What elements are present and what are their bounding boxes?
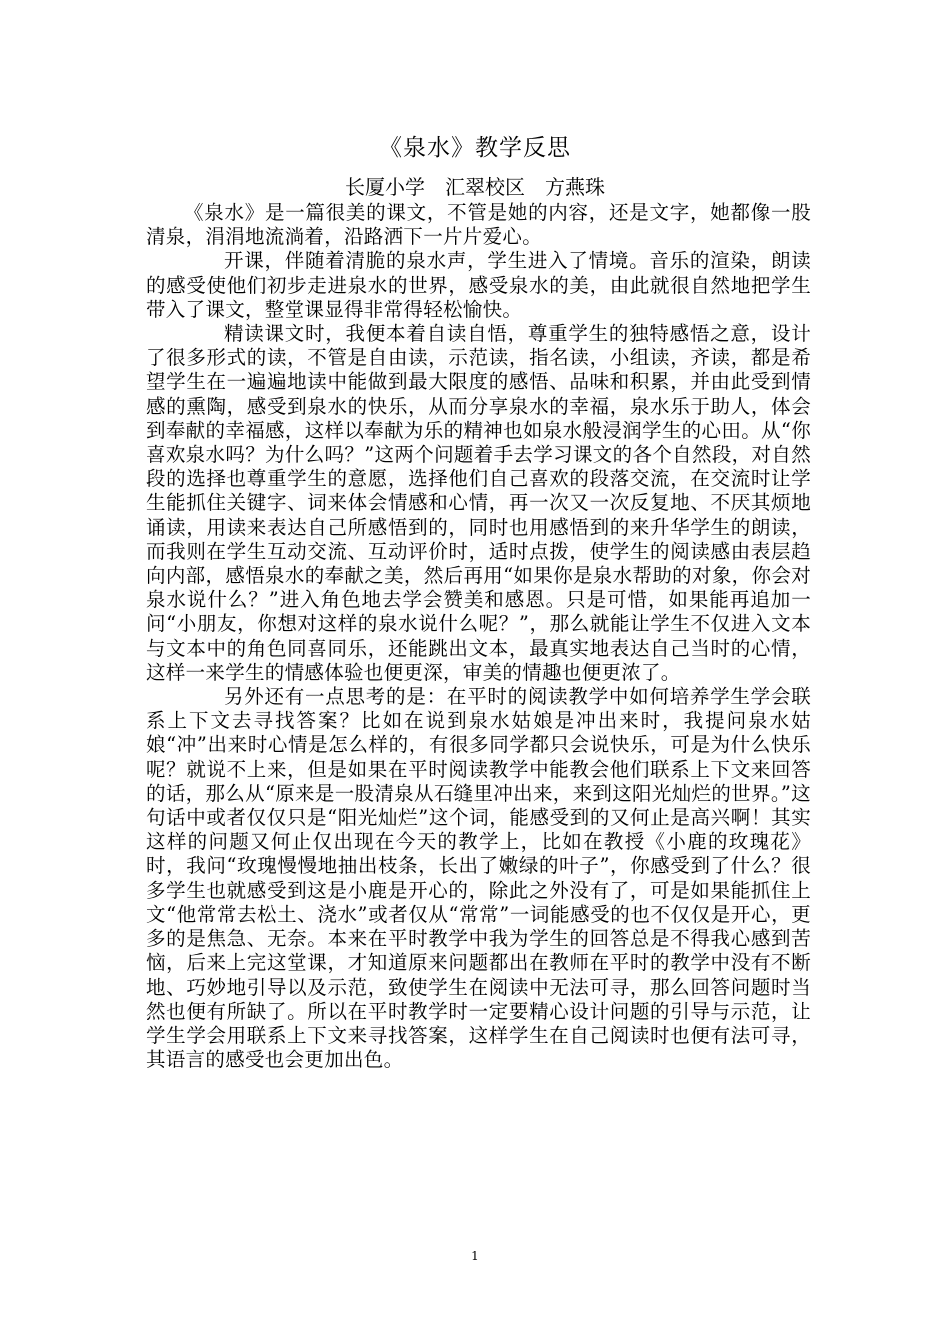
paragraph: 另外还有一点思考的是：在平时的阅读教学中如何培养学生学会联系上下文去寻找答案？比如在说到泉水姑娘是冲出来时，我提问泉水姑娘“冲”出来时心情是怎么样的，有很多同学都只会说快乐，可是为什么快乐呢？就说不上来，但是如果在平时阅读教学中能教会他们联系上下文来回答的话，那么从“原来是一股清泉从石缝里冲出来，来到这阳光灿烂的世界。”这句话中或者仅仅只是“阳光灿烂”这个词，能感受到的又何止是高兴啊！其实这样的问题又何止仅出现在今天的教学上，比如在教授《小鹿的玫瑰花》时，我问“玫瑰慢慢地抽出枝条，长出了嫩绿的叶子”，你感受到了什么？很多学生也就感受到这是小鹿是开心的，除此之外没有了，可是如果能抓住上文“他常常去松土、浇水”或者仅从“常常”一词能感受的也不仅仅是开心，更多的是焦急、无奈。本来在平时教学中我为学生的回答总是不得我心感到苦恼，后来上完这堂课，才知道原来问题都出在教师在平时的教学中没有不断地、巧妙地引导以及示范，致使学生在阅读中无法可寻，那么回答问题时当然也便有所缺了。所以在平时教学时一定要精心设计问题的引导与示范，让学生学会用联系上下文来寻找答案，这样学生在自己阅读时也便有法可寻，其语言的感受也会更加出色。	[146, 685, 811, 1072]
document-title: 《泉水》教学反思	[379, 135, 571, 161]
paragraph: 《泉水》是一篇很美的课文，不管是她的内容，还是文字，她都像一股清泉，涓涓地流淌着，沿路洒下一片片爱心。	[146, 201, 811, 249]
paragraph: 精读课文时，我便本着自读自悟，尊重学生的独特感悟之意，设计了很多形式的读，不管是自由读，示范读，指名读，小组读，齐读，都是希望学生在一遍遍地读中能做到最大限度的感悟、品味和积累，并由此受到情感的熏陶，感受到泉水的快乐，从而分享泉水的幸福，泉水乐于助人，体会到奉献的幸福感，这样以奉献为乐的精神也如泉水般浸润学生的心田。从“你喜欢泉水吗？为什么吗？”这两个问题着手去学习课文的各个自然段，对自然段的选择也尊重学生的意愿，选择他们自己喜欢的段落交流，在交流时让学生能抓住关键字、词来体会情感和心情，再一次又一次反复地、不厌其烦地诵读，用读来表达自己所感悟到的，同时也用感悟到的来升华学生的朗读，而我则在学生互动交流、互动评价时，适时点拨，使学生的阅读感由表层趋向内部，感悟泉水的奉献之美，然后再用“如果你是泉水帮助的对象，你会对泉水说什么？”进入角色地去学会赞美和感恩。只是可惜，如果能再追加一问“小朋友，你想对这样的泉水说什么呢？”，那么就能让学生不仅进入文本与文本中的角色同喜同乐，还能跳出文本，最真实地表达自己当时的心情，这样一来学生的情感体验也便更深，审美的情趣也便更浓了。	[146, 322, 811, 684]
body-text	[146, 201, 811, 1072]
page-number: 1	[471, 1249, 479, 1263]
author-line: 长厦小学 汇翠校区 方燕珠	[345, 175, 605, 199]
paragraph: 开课，伴随着清脆的泉水声，学生进入了情境。音乐的渲染，朗读的感受使他们初步走进泉水的世界，感受泉水的美，由此就很自然地把学生带入了课文，整堂课显得非常得轻松愉快。	[146, 249, 811, 321]
